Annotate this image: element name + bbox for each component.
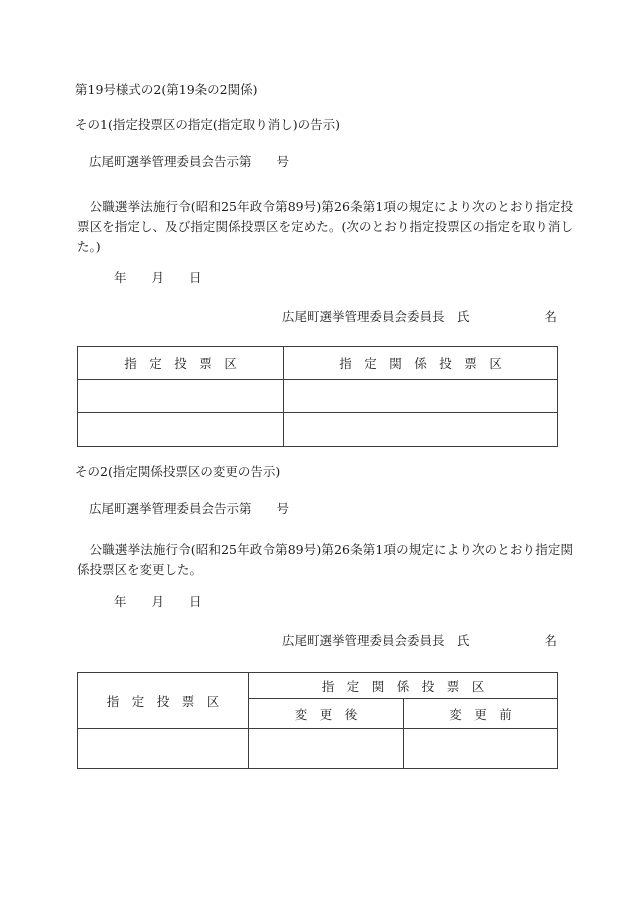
table2-before-change-cell [404, 729, 558, 769]
section2-body-paragraph: 公職選挙法施行令(昭和25年政令第89号)第26条第1項の規定により次のとおり指定関係投票区を変更した。 [77, 542, 573, 577]
section1-notice-number-line: 広尾町選挙管理委員会告示第 号 [89, 154, 290, 169]
table-row [78, 380, 558, 413]
table1-designated-cell [78, 413, 284, 447]
section1-body-paragraph: 公職選挙法施行令(昭和25年政令第89号)第26条第1項の規定により次のとおり指定投票区を指定し、及び指定関係投票区を定めた。(次のとおり指定投票区の指定を取り消した。) [77, 199, 573, 254]
table2-designated-cell [78, 729, 249, 769]
form-number-title: 第19号様式の2(第19条の2関係) [75, 82, 258, 97]
section2-date-line: 年 月 日 [114, 594, 202, 609]
table2-designated-district-header: 指 定 投 票 区 [78, 673, 249, 729]
table1-related-cell [284, 413, 558, 447]
table2-related-district-group-header: 指 定 関 係 投 票 区 [249, 673, 558, 699]
table1-designated-district-header: 指 定 投 票 区 [78, 347, 284, 380]
table1-related-district-header: 指 定 関 係 投 票 区 [284, 347, 558, 380]
table-row [78, 729, 558, 769]
table1-related-cell [284, 380, 558, 413]
table2-before-change-header: 変 更 前 [404, 699, 558, 729]
section1-date-line: 年 月 日 [114, 270, 202, 285]
section1-designation-table [77, 346, 558, 447]
section1-signer-line: 広尾町選挙管理委員会委員長 氏 名 [281, 309, 557, 324]
table2-after-change-cell [249, 729, 404, 769]
section2-signer-line: 広尾町選挙管理委員会委員長 氏 名 [281, 633, 557, 648]
section1-heading: その1(指定投票区の指定(指定取り消し)の告示) [75, 117, 340, 132]
table1-header-row [78, 347, 558, 380]
table-row [78, 413, 558, 447]
table1-designated-cell [78, 380, 284, 413]
section2-notice-number-line: 広尾町選挙管理委員会告示第 号 [89, 501, 290, 516]
table2-header-row-group [78, 673, 558, 699]
section2-change-table [77, 672, 558, 769]
section2-heading: その2(指定関係投票区の変更の告示) [75, 464, 281, 479]
table2-after-change-header: 変 更 後 [249, 699, 404, 729]
